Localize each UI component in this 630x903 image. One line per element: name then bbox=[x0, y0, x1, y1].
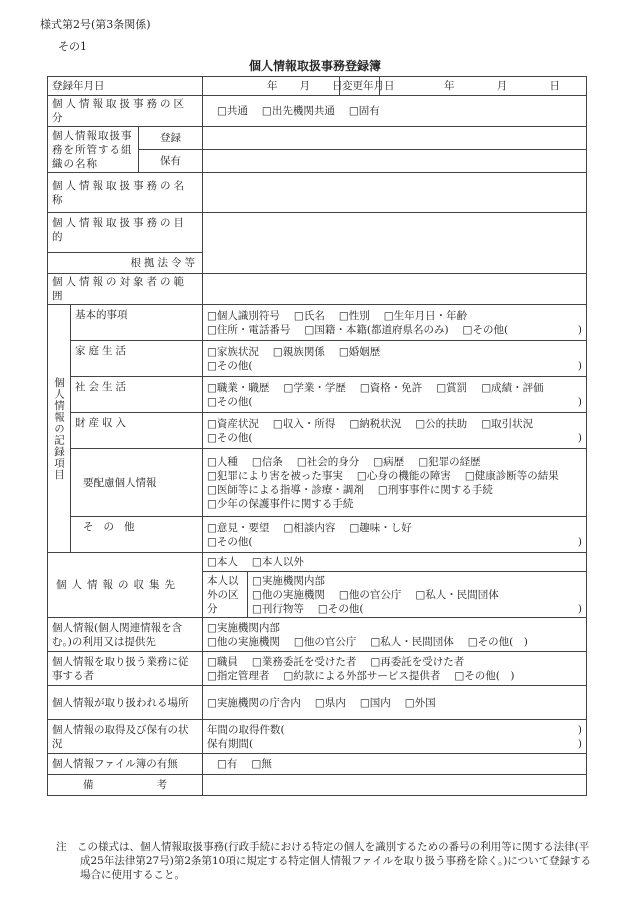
collection-sub-options[interactable] bbox=[248, 572, 587, 618]
care-option-1[interactable]: □信条 bbox=[251, 455, 283, 468]
place-option-2[interactable]: □国内 bbox=[359, 696, 391, 709]
social-option-2-0[interactable]: □その他( bbox=[207, 395, 253, 408]
reg-date-part-2: 日 bbox=[332, 80, 343, 92]
usage-option-2-1[interactable]: □他の官公庁 bbox=[293, 635, 357, 648]
remarks-field[interactable] bbox=[203, 775, 587, 796]
other-option-2[interactable]: □趣味・し好 bbox=[349, 521, 412, 534]
form-subnumber: その1 bbox=[58, 40, 87, 53]
status-count-1: ) bbox=[577, 723, 582, 736]
other-options[interactable] bbox=[203, 517, 587, 553]
reg-date-field[interactable] bbox=[203, 77, 343, 96]
category-options[interactable] bbox=[203, 96, 587, 127]
collection-sub-option-3-0[interactable]: □刊行物等 bbox=[252, 602, 304, 615]
workers-option-2-2[interactable]: □その他( ) bbox=[454, 669, 515, 682]
basic-option-2-3: ) bbox=[577, 323, 582, 336]
remarks-label: 備 考 bbox=[48, 775, 203, 796]
social-option-1[interactable]: □学業・学歴 bbox=[283, 381, 346, 394]
purpose-field[interactable] bbox=[203, 213, 587, 274]
basic-option-2-1[interactable]: □国籍・本籍(都道府県名のみ) bbox=[304, 323, 449, 336]
file-option-0[interactable]: □有 bbox=[217, 758, 238, 770]
category-option-2[interactable]: □固有 bbox=[348, 105, 380, 117]
workers-option-2-1[interactable]: □約款による外部サービス提供者 bbox=[283, 669, 441, 682]
collection-sub-option-3-1[interactable]: □その他( bbox=[317, 602, 364, 615]
workers-option-2[interactable]: □再委託を受けた者 bbox=[370, 655, 465, 668]
care-option-4[interactable]: □犯罪の経歴 bbox=[418, 455, 481, 468]
reg-date-part-1: 月 bbox=[299, 80, 310, 92]
place-label: 個人情報が取り扱われる場所 bbox=[48, 686, 203, 720]
workers-option-2-0[interactable]: □指定管理者 bbox=[207, 669, 270, 682]
place-option-3[interactable]: □外国 bbox=[404, 696, 436, 709]
care-option-0[interactable]: □人種 bbox=[207, 455, 238, 468]
collection-label: 個人情報の収集先 bbox=[48, 553, 203, 618]
social-option-0[interactable]: □職業・職歴 bbox=[207, 381, 270, 394]
place-option-1[interactable]: □県内 bbox=[314, 696, 346, 709]
usage-options[interactable] bbox=[203, 618, 587, 652]
other-label: その他 bbox=[71, 517, 203, 553]
basic-option-2-0[interactable]: □住所・電話番号 bbox=[207, 323, 291, 336]
change-date-label: 変更年月日 bbox=[340, 77, 380, 96]
other-option-1[interactable]: □相談内容 bbox=[283, 521, 336, 534]
collection-sub-option-3-2: ) bbox=[577, 602, 582, 615]
task-name-field[interactable] bbox=[203, 173, 587, 213]
care-option-2-2[interactable]: □健康診断等の結果 bbox=[464, 469, 559, 482]
collection-sub-option-2-1[interactable]: □他の官公庁 bbox=[338, 588, 402, 601]
family-option-2-0[interactable]: □その他( bbox=[207, 359, 253, 372]
care-option-3[interactable]: □病歴 bbox=[373, 455, 405, 468]
status-period-1: ) bbox=[577, 737, 582, 750]
usage-label: 個人情報(個人関連情報を含む。)の利用又は提供先 bbox=[48, 618, 203, 652]
social-options[interactable] bbox=[203, 377, 587, 413]
care-option-3-1[interactable]: □刑事事件に関する手続 bbox=[377, 483, 493, 496]
social-option-2-1: ) bbox=[577, 395, 582, 408]
asset-option-4[interactable]: □取引状況 bbox=[481, 417, 534, 430]
purpose-label: 個人情報取扱事務の目的 bbox=[48, 213, 203, 253]
category-option-1[interactable]: □出先機関共通 bbox=[261, 105, 335, 117]
social-option-3[interactable]: □賞罰 bbox=[436, 381, 468, 394]
other-option-2-0[interactable]: □その他( bbox=[207, 535, 253, 548]
care-option-4-0[interactable]: □少年の保護事件に関する手続 bbox=[207, 497, 354, 510]
collection-sub-option-2-2[interactable]: □私人・民間団体 bbox=[415, 588, 499, 601]
collection-option-1[interactable]: □本人以外 bbox=[251, 556, 304, 568]
form-number: 様式第2号(第3条関係) bbox=[40, 18, 151, 31]
footnote: 注 この様式は、個人情報取扱事務(行政手続における特定の個人を識別するための番号の利用等に関する法律(平成25年法律第27号)第2条第10項に規定する特定個人情報ファイルを取り扱う事務を除く。)について登録する場合に使用すること。 bbox=[56, 841, 592, 881]
family-options[interactable] bbox=[203, 341, 587, 377]
change-date-part-1: 月 bbox=[496, 80, 508, 92]
org-label: 個人情報取扱事務を所管する組織の名称 bbox=[48, 127, 139, 173]
change-date-field[interactable] bbox=[380, 77, 587, 96]
task-name-label: 個人情報取扱事務の名称 bbox=[48, 173, 203, 213]
workers-label: 個人情報を取り扱う業務に従事する者 bbox=[48, 652, 203, 686]
basic-option-0[interactable]: □個人識別符号 bbox=[207, 309, 280, 322]
basic-option-2[interactable]: □性別 bbox=[338, 309, 370, 322]
page-title: 個人情報取扱事務登録簿 bbox=[248, 59, 381, 73]
family-label: 家庭生活 bbox=[71, 341, 203, 377]
usage-option-2-3[interactable]: □その他( ) bbox=[467, 635, 528, 648]
scope-field[interactable] bbox=[203, 274, 587, 305]
asset-option-2[interactable]: □納税状況 bbox=[349, 417, 402, 430]
category-label: 個人情報取扱事務の区分 bbox=[48, 96, 203, 127]
file-option-1[interactable]: □無 bbox=[251, 758, 272, 770]
other-option-2-1: ) bbox=[577, 535, 582, 548]
change-date-part-0: 年 bbox=[444, 80, 455, 92]
collection-sub-option-2-0[interactable]: □他の実施機関 bbox=[252, 588, 325, 601]
other-option-0[interactable]: □意見・要望 bbox=[207, 521, 270, 534]
care-option-2[interactable]: □社会的身分 bbox=[296, 455, 360, 468]
collection-sub-label: 本人以外の区分 bbox=[203, 572, 248, 618]
basic-option-3[interactable]: □生年月日・年齢 bbox=[383, 309, 468, 322]
org-hold-field[interactable] bbox=[203, 150, 587, 173]
asset-option-3[interactable]: □公的扶助 bbox=[415, 417, 468, 430]
workers-options[interactable] bbox=[203, 652, 587, 686]
law-label: 根拠法令等 bbox=[48, 253, 203, 274]
registry-table bbox=[47, 76, 587, 796]
family-option-2[interactable]: □婚姻歴 bbox=[338, 345, 381, 358]
care-label: 要配慮個人情報 bbox=[71, 449, 203, 517]
collection-options[interactable] bbox=[203, 553, 587, 572]
scope-label: 個人情報の対象者の範囲 bbox=[48, 274, 203, 305]
status-fields[interactable] bbox=[203, 720, 587, 754]
care-option-3-0[interactable]: □医師等による指導・診療・調剤 bbox=[207, 483, 364, 496]
usage-option-2-2[interactable]: □私人・民間団体 bbox=[370, 635, 454, 648]
usage-option-2-0[interactable]: □他の実施機関 bbox=[207, 635, 280, 648]
workers-option-1[interactable]: □業務委託を受けた者 bbox=[251, 655, 357, 668]
basic-option-2-2[interactable]: □その他( bbox=[462, 323, 509, 336]
asset-options[interactable] bbox=[203, 413, 587, 449]
asset-option-2-0[interactable]: □その他( bbox=[207, 431, 253, 444]
family-option-1[interactable]: □親族関係 bbox=[272, 345, 325, 358]
collection-sub-option-0[interactable]: □実施機関内部 bbox=[252, 574, 325, 587]
asset-option-0[interactable]: □資産状況 bbox=[207, 417, 259, 430]
status-period-0: 保有期間( bbox=[207, 737, 254, 750]
file-label: 個人情報ファイル簿の有無 bbox=[48, 754, 203, 775]
basic-options[interactable] bbox=[203, 305, 587, 341]
org-hold-label: 保有 bbox=[139, 150, 203, 173]
record-items-label: 個人情報の記録項目 bbox=[48, 305, 71, 553]
org-reg-label: 登録 bbox=[139, 127, 203, 150]
status-label: 個人情報の取得及び保有の状況 bbox=[48, 720, 203, 754]
asset-label: 財産収入 bbox=[71, 413, 203, 449]
asset-option-2-1: ) bbox=[577, 431, 582, 444]
file-options[interactable] bbox=[203, 754, 587, 775]
basic-option-1[interactable]: □氏名 bbox=[293, 309, 325, 322]
family-option-0[interactable]: □家族状況 bbox=[207, 345, 259, 358]
workers-option-0[interactable]: □職員 bbox=[207, 655, 238, 668]
reg-date-label: 登録年月日 bbox=[48, 77, 203, 96]
reg-date-part-0: 年 bbox=[267, 80, 278, 92]
org-reg-field[interactable] bbox=[203, 127, 587, 150]
collection-option-0[interactable]: □本人 bbox=[207, 556, 238, 568]
basic-label: 基本的事項 bbox=[71, 305, 203, 341]
social-label: 社会生活 bbox=[71, 377, 203, 413]
social-option-2[interactable]: □資格・免許 bbox=[359, 381, 423, 394]
social-option-4[interactable]: □成績・評価 bbox=[481, 381, 544, 394]
care-option-2-1[interactable]: □心身の機能の障害 bbox=[356, 469, 451, 482]
care-option-2-0[interactable]: □犯罪により害を被った事実 bbox=[207, 469, 343, 482]
status-count-0: 年間の取得件数( bbox=[207, 723, 285, 736]
category-option-0[interactable]: □共通 bbox=[217, 105, 248, 117]
care-options[interactable] bbox=[203, 449, 587, 517]
family-option-2-1: ) bbox=[577, 359, 582, 372]
place-options[interactable] bbox=[203, 686, 587, 720]
asset-option-1[interactable]: □収入・所得 bbox=[272, 417, 336, 430]
change-date-part-2: 日 bbox=[549, 80, 560, 92]
place-option-0[interactable]: □実施機関の庁舎内 bbox=[207, 696, 301, 709]
usage-option-0[interactable]: □実施機関内部 bbox=[207, 621, 280, 634]
